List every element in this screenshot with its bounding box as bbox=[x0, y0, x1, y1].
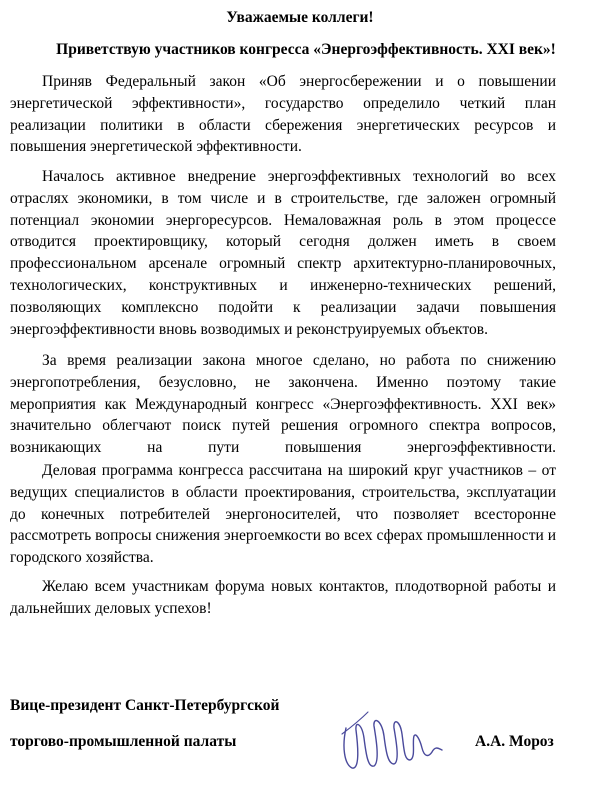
paragraph-5: Желаю всем участникам форума новых контактов, плодотворной работы и дальнейших деловых успехов! bbox=[10, 578, 556, 617]
signatory-title-line1: Вице-президент Санкт-Петербургской bbox=[10, 697, 280, 714]
signatory-name: А.А. Мороз bbox=[475, 733, 554, 750]
paragraph-3: За время реализации закона многое сделано, но работа по снижению энергопотребления, безусловно, не закончена. Именно поэтому такие мероприятия как Международный конгресс «Энергоэффективность. XXI век» значительно облегчают поиск путей решения огромного спектра вопросов, возникающих на пути повышения энергоэффективности. bbox=[10, 352, 556, 457]
letter-heading: Приветствую участников конгресса «Энергоэффективность. XXI век»! bbox=[56, 41, 556, 58]
paragraph-2: Началось активное внедрение энергоэффективных технологий во всех отраслях экономики, в том числе и в строительстве, где заложен огромный потенциал экономии энергоресурсов. Немаловажная роль в этом процессе отводится проектировщику, который сегодня должен иметь в своем профессиональном арсенале огромный спектр архитектурно-планировочных, технологических, конструктивных и инженерно-технических решений, позволяющих комплексно подойти к реализации задачи повышения энергоэффективности вновь возводимых и реконструируемых объектов. bbox=[10, 168, 556, 338]
handwritten-signature bbox=[338, 698, 448, 774]
signatory-title-line2: торгово-промышленной палаты bbox=[10, 733, 237, 750]
greeting: Уважаемые коллеги! bbox=[226, 9, 374, 26]
paragraph-4: Деловая программа конгресса рассчитана на широкий круг участников – от ведущих специалистов в области проектирования, строительства, эксплуатации до конечных потребителей энергоносителей, что позволяет всесторонне рассмотреть вопросы снижения энергоемкости во всех сферах промышленности и городского хозяйства. bbox=[10, 462, 556, 567]
paragraph-1: Приняв Федеральный закон «Об энергосбережении и о повышении энергетической эффективности», государство определило четкий план реализации политики в области сбережения энергетических ресурсов и повышения энергетической эффективности. bbox=[10, 73, 556, 156]
